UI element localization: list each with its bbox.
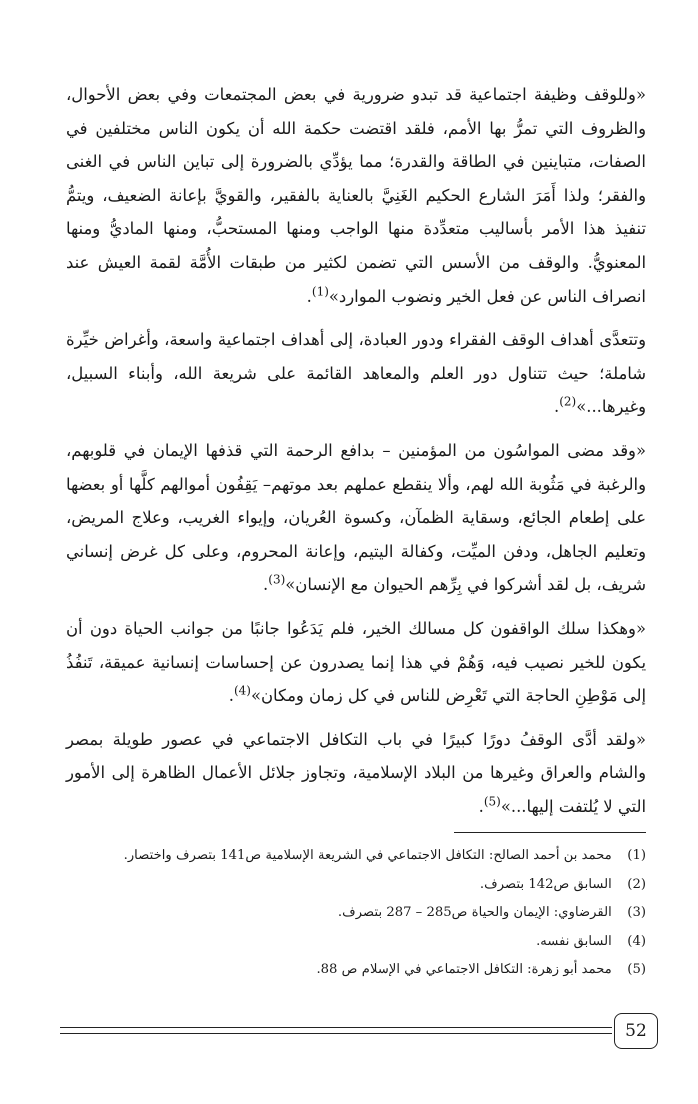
footnote-5: (5) محمد أبو زهرة: التكافل الاجتماعي في الإسلام ص 88. <box>316 962 646 978</box>
paragraph-3: «وقد مضى المواسُون من المؤمنين – بدافع الرحمة التي قذفها الإيمان في قلوبهم، والرغبة في مَثُوبة الله لهم، وألا ينقطع عملهم بعد موتهم– يَقِفُون أموالهم كلَّها أو بعضها على إطعام الجائع، وسقاية الظمآن، وكسوة العُريان، وإيواء الغريب، وعلاج المريض، وتعليم الجاهل، ودفن الميِّت، وكفالة اليتيم، وإعانة المحروم، وعلى كل غرض إنساني شريف، بل لقد أشركوا في بِرِّهم الحيوان مع الإنسان»$^{(3)}$. <box>66 440 646 595</box>
bottom-rule-top <box>60 1027 612 1028</box>
footnote-divider <box>454 832 646 833</box>
page-number: 52 <box>614 1013 658 1049</box>
footnote-ref: (2) <box>559 394 577 409</box>
footnote-2: (2) السابق ص142 بتصرف. <box>479 876 646 892</box>
footnote-ref: (5) <box>483 794 501 809</box>
footnote-1: (1) محمد بن أحمد الصالح: التكافل الاجتماعي في الشريعة الإسلامية ص141 بتصرف واختصار. <box>123 848 646 863</box>
paragraph-4: «وهكذا سلك الواقفون كل مسالك الخير، فلم يَدَعُوا جانبًا من جوانب الحياة دون أن يكون للخير نصيب فيه، وَهُمْ في هذا إنما يصدرون عن إحساسات إنسانية عميقة، تَنفُذُ إلى مَوْطِنِ الحاجة التي تَعْرِض للناس في كل زمان ومكان»$^{(4)}$. <box>66 618 646 706</box>
footnote-ref: (1) <box>311 284 329 299</box>
footnote-ref: (3) <box>268 572 286 587</box>
footnote-4: (4) السابق نفسه. <box>536 933 646 949</box>
paragraph-5: «ولقد أدَّى الوقفُ دورًا كبيرًا في باب التكافل الاجتماعي في عصور طويلة بمصر والشام والعراق وغيرها من البلاد الإسلامية، وتجاوز جلائل الأعمال الظاهرة إلى الأمور التي لا يُلتفت إليها...»$^{(5)}$. <box>66 729 646 816</box>
footnote-ref: (4) <box>233 683 251 698</box>
footnotes <box>56 842 646 985</box>
paragraph-2: وتتعدَّى أهداف الوقف الفقراء ودور العبادة، إلى أهداف اجتماعية واسعة، وأغراض خيِّرة شاملة؛ حيث تتناول دور العلم والمعاهد القائمة على شريعة الله، وأبناء السبيل، وغيرها...»$^{(2)}$. <box>66 330 646 417</box>
paragraph-1: «وللوقف وظيفة اجتماعية قد تبدو ضرورية في بعض المجتمعات وفي بعض الأحوال، والظروف التي تمرُّ بها الأمم، فلقد اقتضت حكمة الله أن يكون الناس مختلفين في الصفات، متباينين في الطاقة والقدرة؛ مما يؤدِّي بالضرورة إلى تباين الناس في الغنى والفقر؛ ولذا أَمَرَ الشارع الحكيم الغَنِيَّ بالعناية بالفقير، والقويَّ بإعانة الضعيف، ويتمُّ تنفيذ هذا الأمر بأساليب متعدِّدة منها الواجب ومنها المستحبُّ، ومنها الماديُّ ومنها المعنويُّ. والوقف من الأسس التي تضمن لكثير من طبقات الأُمَّة لقمة العيش عند انصراف الناس عن فعل الخير ونضوب الموارد»$^{(1)}$. <box>66 85 646 306</box>
bottom-rule-bottom <box>60 1033 612 1034</box>
main-text <box>66 78 646 833</box>
footnote-3: (3) القرضاوي: الإيمان والحياة ص285 – 287 بتصرف. <box>337 905 646 921</box>
